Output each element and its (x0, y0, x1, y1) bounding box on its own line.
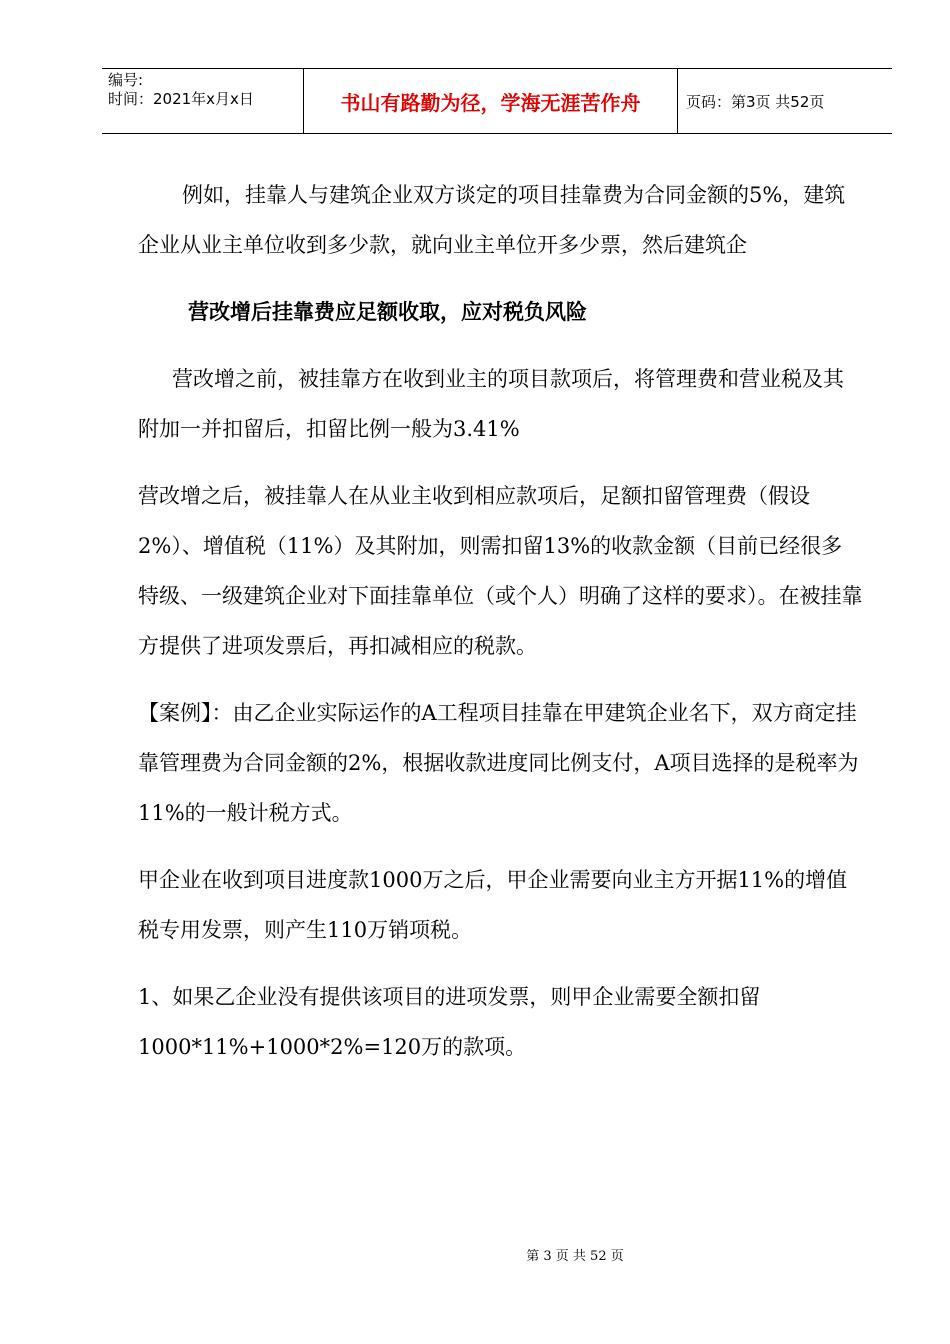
section-heading: 营改增后挂靠费应足额收取，应对税负风险 (188, 300, 587, 324)
paragraph-example: 例如，挂靠人与建筑企业双方谈定的项目挂靠费为合同金额的5%，建筑企业从业主单位收到多少款，就向业主单位开多少票，然后建筑企 (138, 183, 846, 257)
paragraph-after-reform: 营改增之后，被挂靠人在从业主收到相应款项后，足额扣留管理费（假设2%）、增值税（11%）及其附加，则需扣留13%的收款金额（目前已经很多特级、一级建筑企业对下面挂靠单位（或个人）明确了这样的要求）。在被挂靠方提供了进项发票后，再扣减相应的税款。 (138, 484, 863, 658)
header-page-info: 页码：第3页 共52页 (686, 92, 825, 111)
paragraph-before-reform: 营改增之前，被挂靠方在收到业主的项目款项后，将管理费和营业税及其附加一并扣留后，扣留比例一般为3.41% (138, 367, 844, 441)
number-label: 编号: (108, 71, 144, 89)
paragraph-invoice: 甲企业在收到项目进度款1000万之后，甲企业需要向业主方开据11%的增值税专用发票，则产生110万销项税。 (138, 868, 848, 942)
time-label: 时间：2021年x月x日 (108, 90, 254, 108)
paragraph-case: 【案例】：由乙企业实际运作的A工程项目挂靠在甲建筑企业名下，双方商定挂靠管理费为合同金额的2%，根据收款进度同比例支付，A项目选择的是税率为11%的一般计税方式。 (138, 701, 859, 825)
page-footer: 第 3 页 共 52 页 (526, 1249, 624, 1264)
header-motto: 书山有路勤为径，学海无涯苦作舟 (304, 69, 678, 133)
document-body (138, 170, 863, 1072)
header-left-cell (102, 69, 304, 133)
page-header (102, 68, 892, 134)
paragraph-item-1: 1、如果乙企业没有提供该项目的进项发票，则甲企业需要全额扣留1000*11%+1000*2%=120万的款项。 (138, 985, 761, 1059)
